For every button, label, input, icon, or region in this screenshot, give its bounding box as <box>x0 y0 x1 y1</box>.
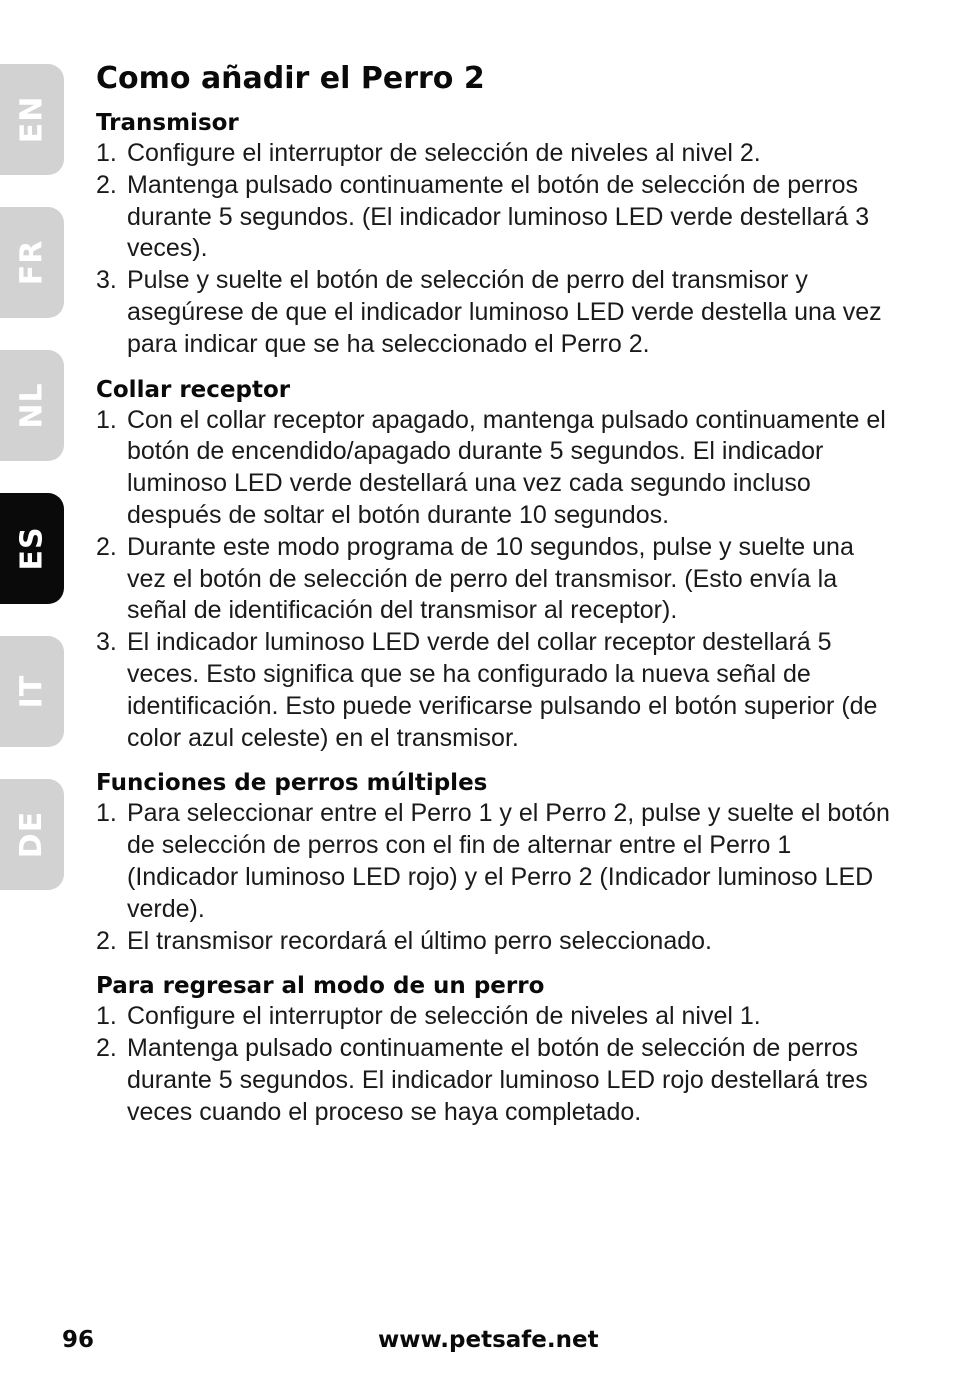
list-item <box>96 926 896 958</box>
step-list <box>96 798 896 957</box>
section-collar-receptor <box>96 375 896 755</box>
lang-tab-label: FR <box>14 239 50 286</box>
lang-tab-de[interactable] <box>0 779 64 890</box>
section-heading: Funciones de perros múltiples <box>96 770 488 797</box>
list-item-text: Mantenga pulsado continuamente el botón de selección de perros durante 5 segundos. El indicador luminoso LED rojo destellará tres veces cuando el proceso se haya completado. <box>127 1034 868 1126</box>
list-item-text: Configure el interruptor de selección de niveles al nivel 2. <box>127 139 761 167</box>
list-item-text: Configure el interruptor de selección de niveles al nivel 1. <box>127 1002 761 1031</box>
list-item-text: Con el collar receptor apagado, mantenga pulsado continuamente el botón de encendido/apagado durante 5 segundos. El indicador luminoso LED verde destellará una vez cada segundo incluso después de soltar el botón durante 10 segundos. <box>127 405 886 529</box>
section-heading: Para regresar al modo de un perro <box>96 973 545 1000</box>
list-item <box>96 265 896 360</box>
lang-tab-label: EN <box>14 95 50 144</box>
page-number: 96 <box>62 1327 95 1353</box>
list-item-text: Durante este modo programa de 10 segundos, pulse y suelte una vez el botón de selección de perro del transmisor. (Esto envía la señal de identificación del transmisor al receptor). <box>127 532 854 625</box>
page-footer <box>62 1322 892 1358</box>
list-item-number: 3. <box>96 628 117 657</box>
list-item-text: Pulse y suelte el botón de selección de perro del transmisor y asegúrese de que el indicador luminoso LED verde destella una vez para indicar que se ha seleccionado el Perro 2. <box>127 266 882 358</box>
section-heading: Transmisor <box>96 110 239 136</box>
lang-tab-nl[interactable] <box>0 350 64 461</box>
list-item-number: 1. <box>96 1002 117 1031</box>
page-content <box>96 58 896 1143</box>
lang-tab-label: IT <box>14 674 50 709</box>
list-item <box>96 170 896 265</box>
step-list <box>96 138 896 361</box>
list-item-text: Mantenga pulsado continuamente el botón de selección de perros durante 5 segundos. (El indicador luminoso LED verde destellará 3 veces). <box>127 170 870 263</box>
step-list <box>96 405 896 755</box>
lang-tab-label: DE <box>14 810 50 859</box>
section-transmisor <box>96 108 896 361</box>
list-item-number: 1. <box>96 405 117 434</box>
lang-tab-it[interactable] <box>0 636 64 747</box>
list-item-number: 2. <box>96 170 117 199</box>
list-item <box>96 1033 896 1128</box>
lang-tab-label: ES <box>14 526 50 571</box>
list-item <box>96 532 896 627</box>
section-regresar-modo-un-perro <box>96 971 896 1128</box>
list-item <box>96 627 896 754</box>
list-item-text: El indicador luminoso LED verde del collar receptor destellará 5 veces. Esto significa que se ha configurado la nueva señal de identificación. Esto puede verificarse pulsando el botón superior (de color azul celeste) en el transmisor. <box>127 628 878 752</box>
list-item <box>96 1001 896 1033</box>
list-item-number: 1. <box>96 139 117 167</box>
list-item <box>96 138 896 170</box>
list-item-number: 2. <box>96 1034 117 1063</box>
lang-tab-en[interactable] <box>0 64 64 175</box>
lang-tab-label: NL <box>14 382 50 429</box>
section-heading: Collar receptor <box>96 376 291 403</box>
list-item-number: 3. <box>96 266 117 295</box>
list-item-text: Para seleccionar entre el Perro 1 y el Perro 2, pulse y suelte el botón de selección de perros con el fin de alternar entre el Perro 1 (Indicador luminoso LED rojo) y el Perro 2 (Indicador luminoso LED verde). <box>127 799 890 923</box>
section-funciones-perros-multiples <box>96 768 896 957</box>
list-item <box>96 405 896 532</box>
step-list <box>96 1001 896 1128</box>
lang-tab-es[interactable] <box>0 493 64 604</box>
website-link[interactable]: www.petsafe.net <box>378 1327 599 1353</box>
list-item-number: 1. <box>96 799 117 828</box>
list-item-number: 2. <box>96 926 117 955</box>
list-item-text: El transmisor recordará el último perro seleccionado. <box>127 926 712 955</box>
lang-tab-fr[interactable] <box>0 207 64 318</box>
list-item-number: 2. <box>96 532 117 561</box>
page-title: Como añadir el Perro 2 <box>96 61 485 96</box>
list-item <box>96 798 896 925</box>
